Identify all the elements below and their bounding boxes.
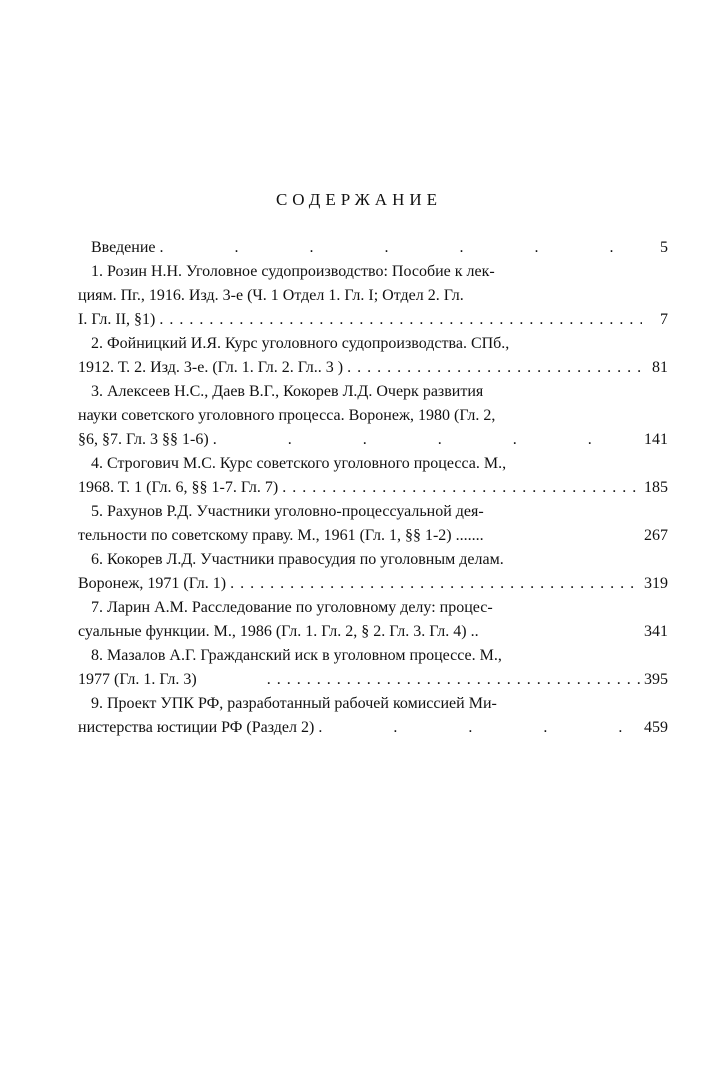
toc-entry-text: Введение — [91, 239, 156, 256]
toc-entry-text: 4. Строгович М.С. Курс советского уголовного процесса. М., — [91, 455, 507, 472]
toc-entry-9[interactable] — [78, 692, 668, 740]
dot-leader — [267, 668, 640, 692]
toc-entry-text: Воронеж, 1971 (Гл. 1) — [78, 575, 227, 592]
dot-leader — [318, 716, 640, 740]
toc-entry-8[interactable] — [78, 644, 668, 692]
toc-entry-text: 7. Ларин А.М. Расследование по уголовному делу: процес- — [91, 599, 493, 616]
toc-entry-7[interactable] — [78, 596, 668, 644]
toc-entry-1[interactable] — [78, 260, 668, 332]
dot-leader — [213, 428, 640, 452]
toc-entry-text: 6. Кокорев Л.Д. Участники правосудия по уголовным делам. — [91, 551, 504, 568]
toc-entry-text: 1912. Т. 2. Изд. 3-е. (Гл. 1. Гл. 2. Гл.. 3 ) — [78, 359, 344, 376]
dot-leader — [230, 572, 640, 596]
toc-page-number: 185 — [644, 479, 668, 496]
toc-entry-text: науки советского уголовного процесса. Воронеж, 1980 (Гл. 2, — [78, 407, 496, 424]
toc-entry-text: §6, §7. Гл. 3 §§ 1-6) — [78, 431, 209, 448]
toc-page-number: 341 — [644, 623, 668, 640]
toc-entry-text: 1977 (Гл. 1. Гл. 3) — [78, 671, 197, 688]
toc-entry-text: суальные функции. М., 1986 (Гл. 1. Гл. 2, § 2. Гл. 3. Гл. 4) .. — [78, 623, 479, 640]
toc-entry-4[interactable] — [78, 452, 668, 500]
toc-page-number: 141 — [644, 431, 668, 448]
toc-entry-text: нистерства юстиции РФ (Раздел 2) — [78, 719, 315, 736]
toc-page-number: 459 — [644, 719, 668, 736]
toc-page-number: 395 — [644, 671, 668, 688]
toc-entry-2[interactable] — [78, 332, 668, 380]
toc-page-number: 7 — [660, 311, 668, 328]
toc-entry-text: 9. Проект УПК РФ, разработанный рабочей комиссией Ми- — [91, 695, 497, 712]
page-title: СОДЕРЖАНИЕ — [275, 190, 443, 209]
toc-entry-6[interactable] — [78, 548, 668, 596]
toc-entry-3[interactable] — [78, 380, 668, 452]
table-of-contents — [78, 236, 668, 740]
dot-leader — [347, 356, 642, 380]
toc-page-number: 81 — [652, 359, 668, 376]
toc-entry-5[interactable] — [78, 500, 668, 548]
toc-entry-intro[interactable] — [78, 236, 668, 260]
toc-page-number: 319 — [644, 575, 668, 592]
toc-entry-text: 1. Розин Н.Н. Уголовное судопроизводство: Пособие к лек- — [91, 263, 495, 280]
dot-leader — [282, 476, 640, 500]
toc-entry-text: 2. Фойницкий И.Я. Курс уголовного судопроизводства. СПб., — [91, 335, 510, 352]
toc-entry-text: 5. Рахунов Р.Д. Участники уголовно-процессуальной дея- — [91, 503, 484, 520]
dot-leader — [159, 308, 642, 332]
toc-entry-text: I. Гл. II, §1) — [78, 311, 156, 328]
toc-entry-text: 8. Мазалов А.Г. Гражданский иск в уголовном процессе. М., — [91, 647, 502, 664]
toc-entry-text: циям. Пг., 1916. Изд. 3-е (Ч. 1 Отдел 1. Гл. I; Отдел 2. Гл. — [78, 287, 464, 304]
toc-entry-text: тельности по советскому праву. М., 1961 (Гл. 1, §§ 1-2) ....... — [78, 527, 484, 544]
toc-page-number: 267 — [644, 527, 668, 544]
toc-entry-text: 1968. Т. 1 (Гл. 6, §§ 1-7. Гл. 7) — [78, 479, 279, 496]
toc-page-number: 5 — [660, 239, 668, 256]
toc-entry-text: 3. Алексеев Н.С., Даев В.Г., Кокорев Л.Д. Очерк развития — [91, 383, 484, 400]
dot-leader — [160, 236, 643, 260]
